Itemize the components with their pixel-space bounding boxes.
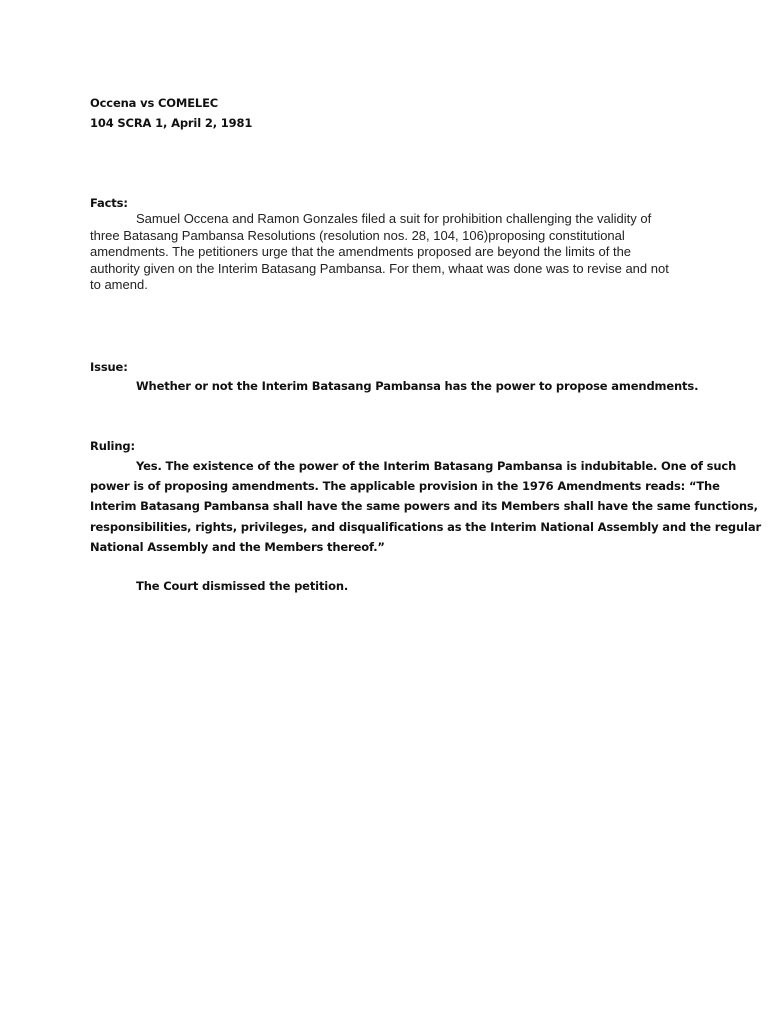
- facts-section: [90, 193, 690, 213]
- ruling-line: Interim Batasang Pambansa shall have the same powers and its Members shall have the same functions,: [90, 499, 758, 514]
- facts-line: authority given on the Interim Batasang Pambansa. For them, whaat was done was to revise and not: [90, 260, 669, 276]
- ruling-line: responsibilities, rights, privileges, and disqualifications as the Interim National Assembly and the regular: [90, 519, 761, 534]
- facts-line: Samuel Occena and Ramon Gonzales filed a suit for prohibition challenging the validity of: [136, 211, 652, 226]
- facts-heading: Facts:: [90, 196, 128, 210]
- ruling-section: [90, 436, 690, 456]
- ruling-line: power is of proposing amendments. The applicable provision in the 1976 Amendments reads: “The: [90, 479, 720, 494]
- issue-paragraph: [90, 376, 699, 396]
- case-title: Occena vs COMELEC: [90, 96, 219, 110]
- conclusion-text: The Court dismissed the petition.: [136, 579, 349, 593]
- ruling-heading: Ruling:: [90, 439, 135, 453]
- facts-line: to amend.: [90, 277, 148, 293]
- ruling-line: National Assembly and the Members thereof.”: [90, 539, 385, 554]
- issue-section: [90, 357, 690, 377]
- facts-line: amendments. The petitioners urge that the amendments proposed are beyond the limits of the: [90, 244, 632, 260]
- issue-heading: Issue:: [90, 360, 128, 374]
- ruling-conclusion: [90, 576, 690, 596]
- ruling-line: Yes. The existence of the power of the Interim Batasang Pambansa is indubitable. One of such: [136, 459, 737, 473]
- case-header: [90, 93, 690, 133]
- facts-paragraph: [90, 211, 690, 294]
- issue-text: Whether or not the Interim Batasang Pambansa has the power to propose amendments.: [136, 379, 699, 393]
- case-citation: 104 SCRA 1, April 2, 1981: [90, 116, 253, 130]
- facts-line: three Batasang Pambansa Resolutions (resolution nos. 28, 104, 106)proposing constitutional: [90, 227, 625, 243]
- ruling-paragraph: [90, 456, 761, 557]
